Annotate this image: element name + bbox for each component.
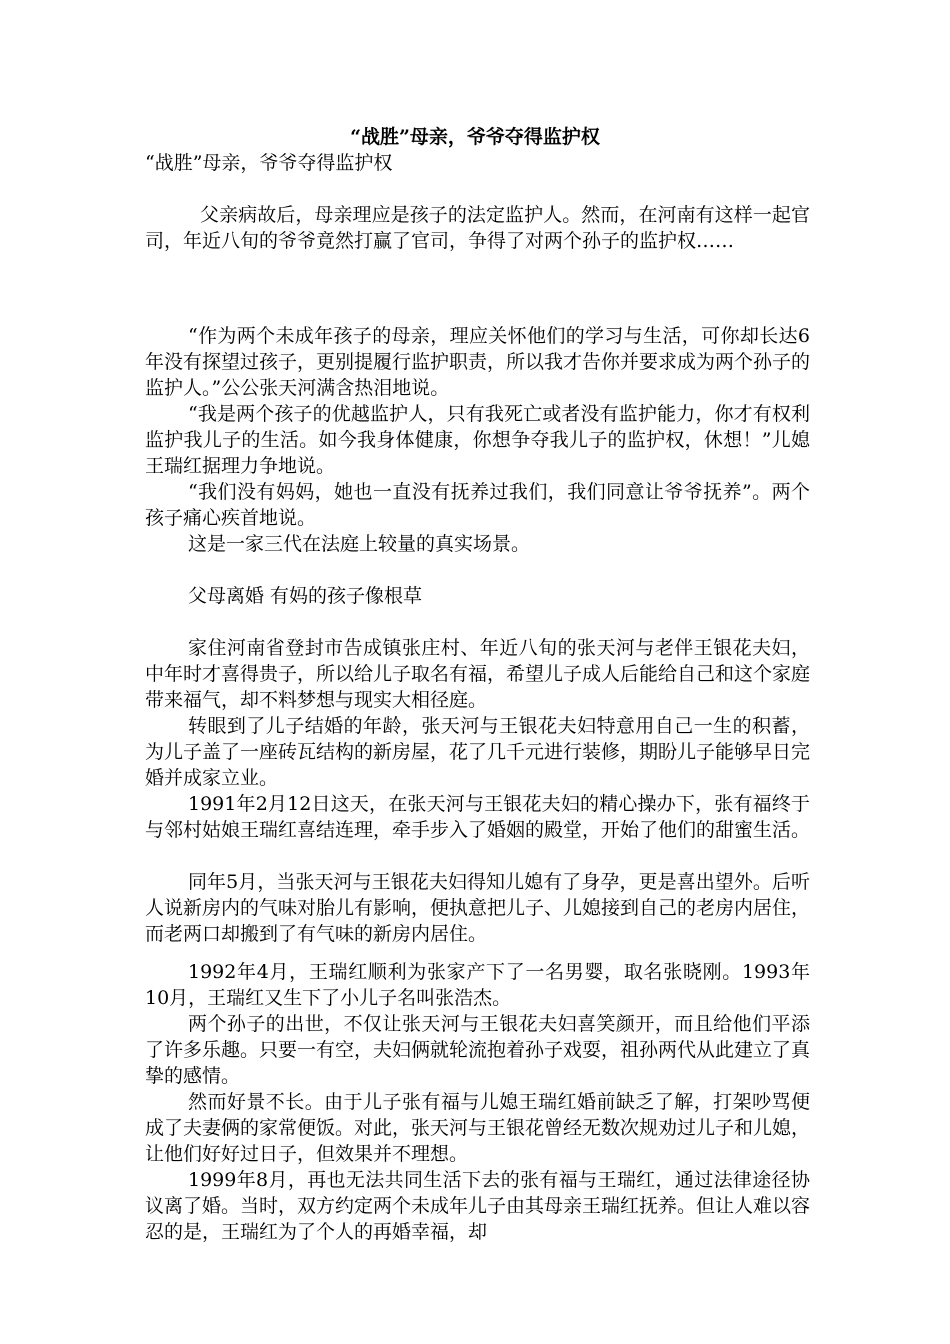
paragraph: 两个孙子的出世，不仅让张天河与王银花夫妇喜笑颜开，而且给他们平添了许多乐趣。只要一有空，夫妇俩就轮流抱着孙子戏耍，祖孙两代从此建立了真挚的感情。 (145, 1013, 811, 1087)
paragraph: 1992年4月，王瑞红顺利为张家产下了一名男婴，取名张晓刚。1993年10月，王瑞红又生下了小儿子名叫张浩杰。 (145, 961, 810, 1009)
paragraph: 然而好景不长。由于儿子张有福与儿媳王瑞红婚前缺乏了解，打架吵骂便成了夫妻俩的家常便饭。对此，张天河与王银花曾经无数次规劝过儿子和儿媳，让他们好好过日子，但效果并不理想。 (145, 1091, 811, 1165)
section-heading: 父母离婚 有妈的孩子像根草 (188, 585, 423, 607)
document-subtitle: “战胜”母亲，爷爷夺得监护权 (145, 152, 393, 174)
paragraph: 这是一家三代在法庭上较量的真实场景。 (188, 533, 531, 555)
paragraph: 家住河南省登封市告成镇张庄村、年近八旬的张天河与老伴王银花夫妇，中年时才喜得贵子，所以给儿子取名有福，希望儿子成人后能给自己和这个家庭带来福气，却不料梦想与现实大相径庭。 (145, 637, 811, 711)
paragraph: “作为两个未成年孩子的母亲，理应关怀他们的学习与生活，可你却长达6年没有探望过孩子，更别提履行监护职责，所以我才告你并要求成为两个孙子的监护人。”公公张天河满含热泪地说。 (145, 325, 811, 399)
paragraph: 同年5月，当张天河与王银花夫妇得知儿媳有了身孕，更是喜出望外。后听人说新房内的气味对胎儿有影响，便执意把儿子、儿媳接到自己的老房内居住，而老两口却搬到了有气味的新房内居住。 (145, 871, 811, 945)
intro-paragraph: 父亲病故后，母亲理应是孩子的法定监护人。然而，在河南有这样一起官司，年近八旬的爷爷竟然打赢了官司，争得了对两个孙子的监护权…… (145, 204, 810, 252)
paragraph: 1999年8月，再也无法共同生活下去的张有福与王瑞红，通过法律途径协议离了婚。当时，双方约定两个未成年儿子由其母亲王瑞红抚养。但让人难以容忍的是，王瑞红为了个人的再婚幸福，却 (145, 1169, 811, 1243)
document-title: “战胜”母亲，爷爷夺得监护权 (350, 126, 600, 148)
paragraph: “我们没有妈妈，她也一直没有抚养过我们，我们同意让爷爷抚养”。两个孩子痛心疾首地说。 (145, 481, 810, 529)
paragraph: 1991年2月12日这天，在张天河与王银花夫妇的精心操办下，张有福终于与邻村姑娘王瑞红喜结连理，牵手步入了婚姻的殿堂，开始了他们的甜蜜生活。 (145, 793, 811, 841)
paragraph: “我是两个孩子的优越监护人，只有我死亡或者没有监护能力，你才有权利监护我儿子的生活。如今我身体健康，你想争夺我儿子的监护权，休想！”儿媳王瑞红据理力争地说。 (145, 403, 810, 477)
paragraph: 转眼到了儿子结婚的年龄，张天河与王银花夫妇特意用自己一生的积蓄，为儿子盖了一座砖瓦结构的新房屋，花了几千元进行装修，期盼儿子能够早日完婚并成家立业。 (145, 715, 811, 789)
